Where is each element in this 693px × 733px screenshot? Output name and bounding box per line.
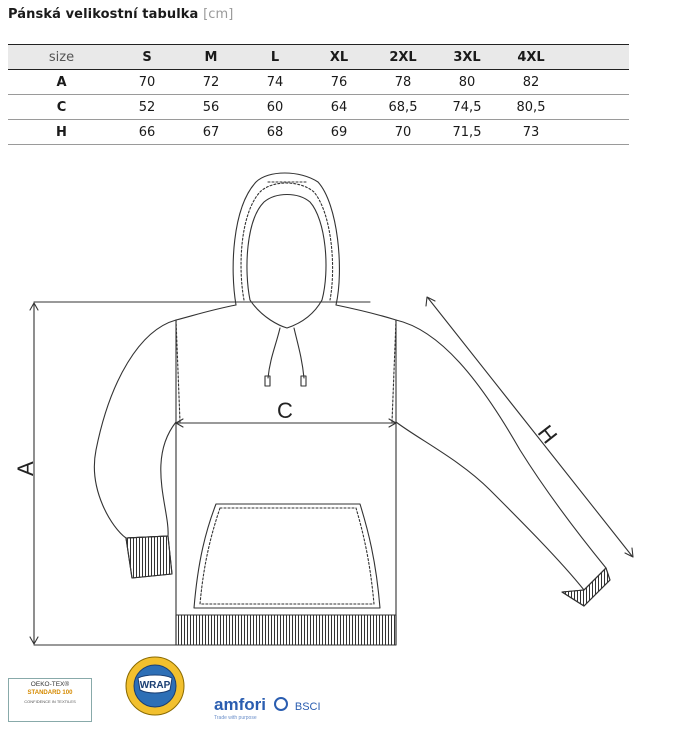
row-label: A	[8, 70, 115, 95]
table-cell: 74	[243, 70, 307, 95]
size-table	[8, 44, 629, 145]
header-size-label: size	[8, 45, 115, 70]
table-cell: 78	[371, 70, 435, 95]
header-size-xl: XL	[307, 45, 371, 70]
hoodie-measurement-diagram	[0, 160, 693, 648]
header-size-2xl: 2XL	[371, 45, 435, 70]
label-a: A	[13, 461, 38, 476]
table-cell: 73	[499, 120, 563, 145]
row-filler	[563, 120, 629, 145]
table-cell: 60	[243, 95, 307, 120]
drawstring-left	[268, 328, 280, 378]
title-unit: [cm]	[203, 7, 234, 22]
table-cell: 66	[115, 120, 179, 145]
shoulder-seam-right	[392, 320, 396, 422]
oeko-tex-logo: OEKO-TEX® STANDARD 100 CONFIDENCE IN TEXTILES	[8, 678, 92, 722]
header-size-3xl: 3XL	[435, 45, 499, 70]
amfori-ring-icon	[274, 697, 288, 711]
hood-opening	[250, 300, 322, 328]
header-size-m: M	[179, 45, 243, 70]
left-cuff	[126, 536, 172, 578]
amfori-brand: amfori	[214, 695, 266, 714]
size-table-header	[8, 45, 629, 70]
amfori-tagline: Trade with purpose	[214, 715, 257, 721]
measure-a	[30, 302, 370, 645]
table-cell: 70	[115, 70, 179, 95]
label-c: C	[277, 398, 293, 423]
left-sleeve	[94, 320, 176, 538]
table-cell: 64	[307, 95, 371, 120]
wrap-text: WRAP	[139, 680, 171, 691]
hood-inner	[247, 195, 326, 301]
row-label: H	[8, 120, 115, 145]
header-size-4xl: 4XL	[499, 45, 563, 70]
table-cell: 71,5	[435, 120, 499, 145]
drawstring-right	[294, 328, 304, 378]
row-label: C	[8, 95, 115, 120]
table-cell: 67	[179, 120, 243, 145]
table-cell: 82	[499, 70, 563, 95]
header-size-s: S	[115, 45, 179, 70]
title-text: Pánská velikostní tabulka	[8, 7, 199, 22]
right-sleeve	[396, 320, 606, 590]
table-row	[8, 95, 629, 120]
table-cell: 80,5	[499, 95, 563, 120]
table-cell: 76	[307, 70, 371, 95]
header-size-l: L	[243, 45, 307, 70]
label-h: H	[532, 420, 563, 449]
pocket-stitch	[200, 508, 374, 604]
hood-seam	[241, 183, 333, 300]
hem-rib	[176, 615, 396, 645]
table-cell: 70	[371, 120, 435, 145]
body-outline	[176, 305, 396, 615]
kangaroo-pocket	[194, 504, 380, 608]
certification-logos	[0, 648, 693, 733]
table-cell: 74,5	[435, 95, 499, 120]
amfori-bsci: BSCI	[294, 701, 321, 713]
header-filler	[563, 45, 629, 70]
table-row	[8, 70, 629, 95]
measure-h	[426, 297, 633, 557]
table-cell: 72	[179, 70, 243, 95]
table-cell: 80	[435, 70, 499, 95]
page-title	[8, 7, 233, 22]
right-cuff	[562, 568, 610, 606]
row-filler	[563, 95, 629, 120]
table-cell: 56	[179, 95, 243, 120]
table-cell: 68	[243, 120, 307, 145]
amfori-logo	[214, 695, 321, 721]
table-row	[8, 120, 629, 145]
table-cell: 52	[115, 95, 179, 120]
table-cell: 68,5	[371, 95, 435, 120]
shoulder-seam-left	[176, 320, 180, 422]
wrap-logo	[124, 648, 186, 724]
table-cell: 69	[307, 120, 371, 145]
row-filler	[563, 70, 629, 95]
